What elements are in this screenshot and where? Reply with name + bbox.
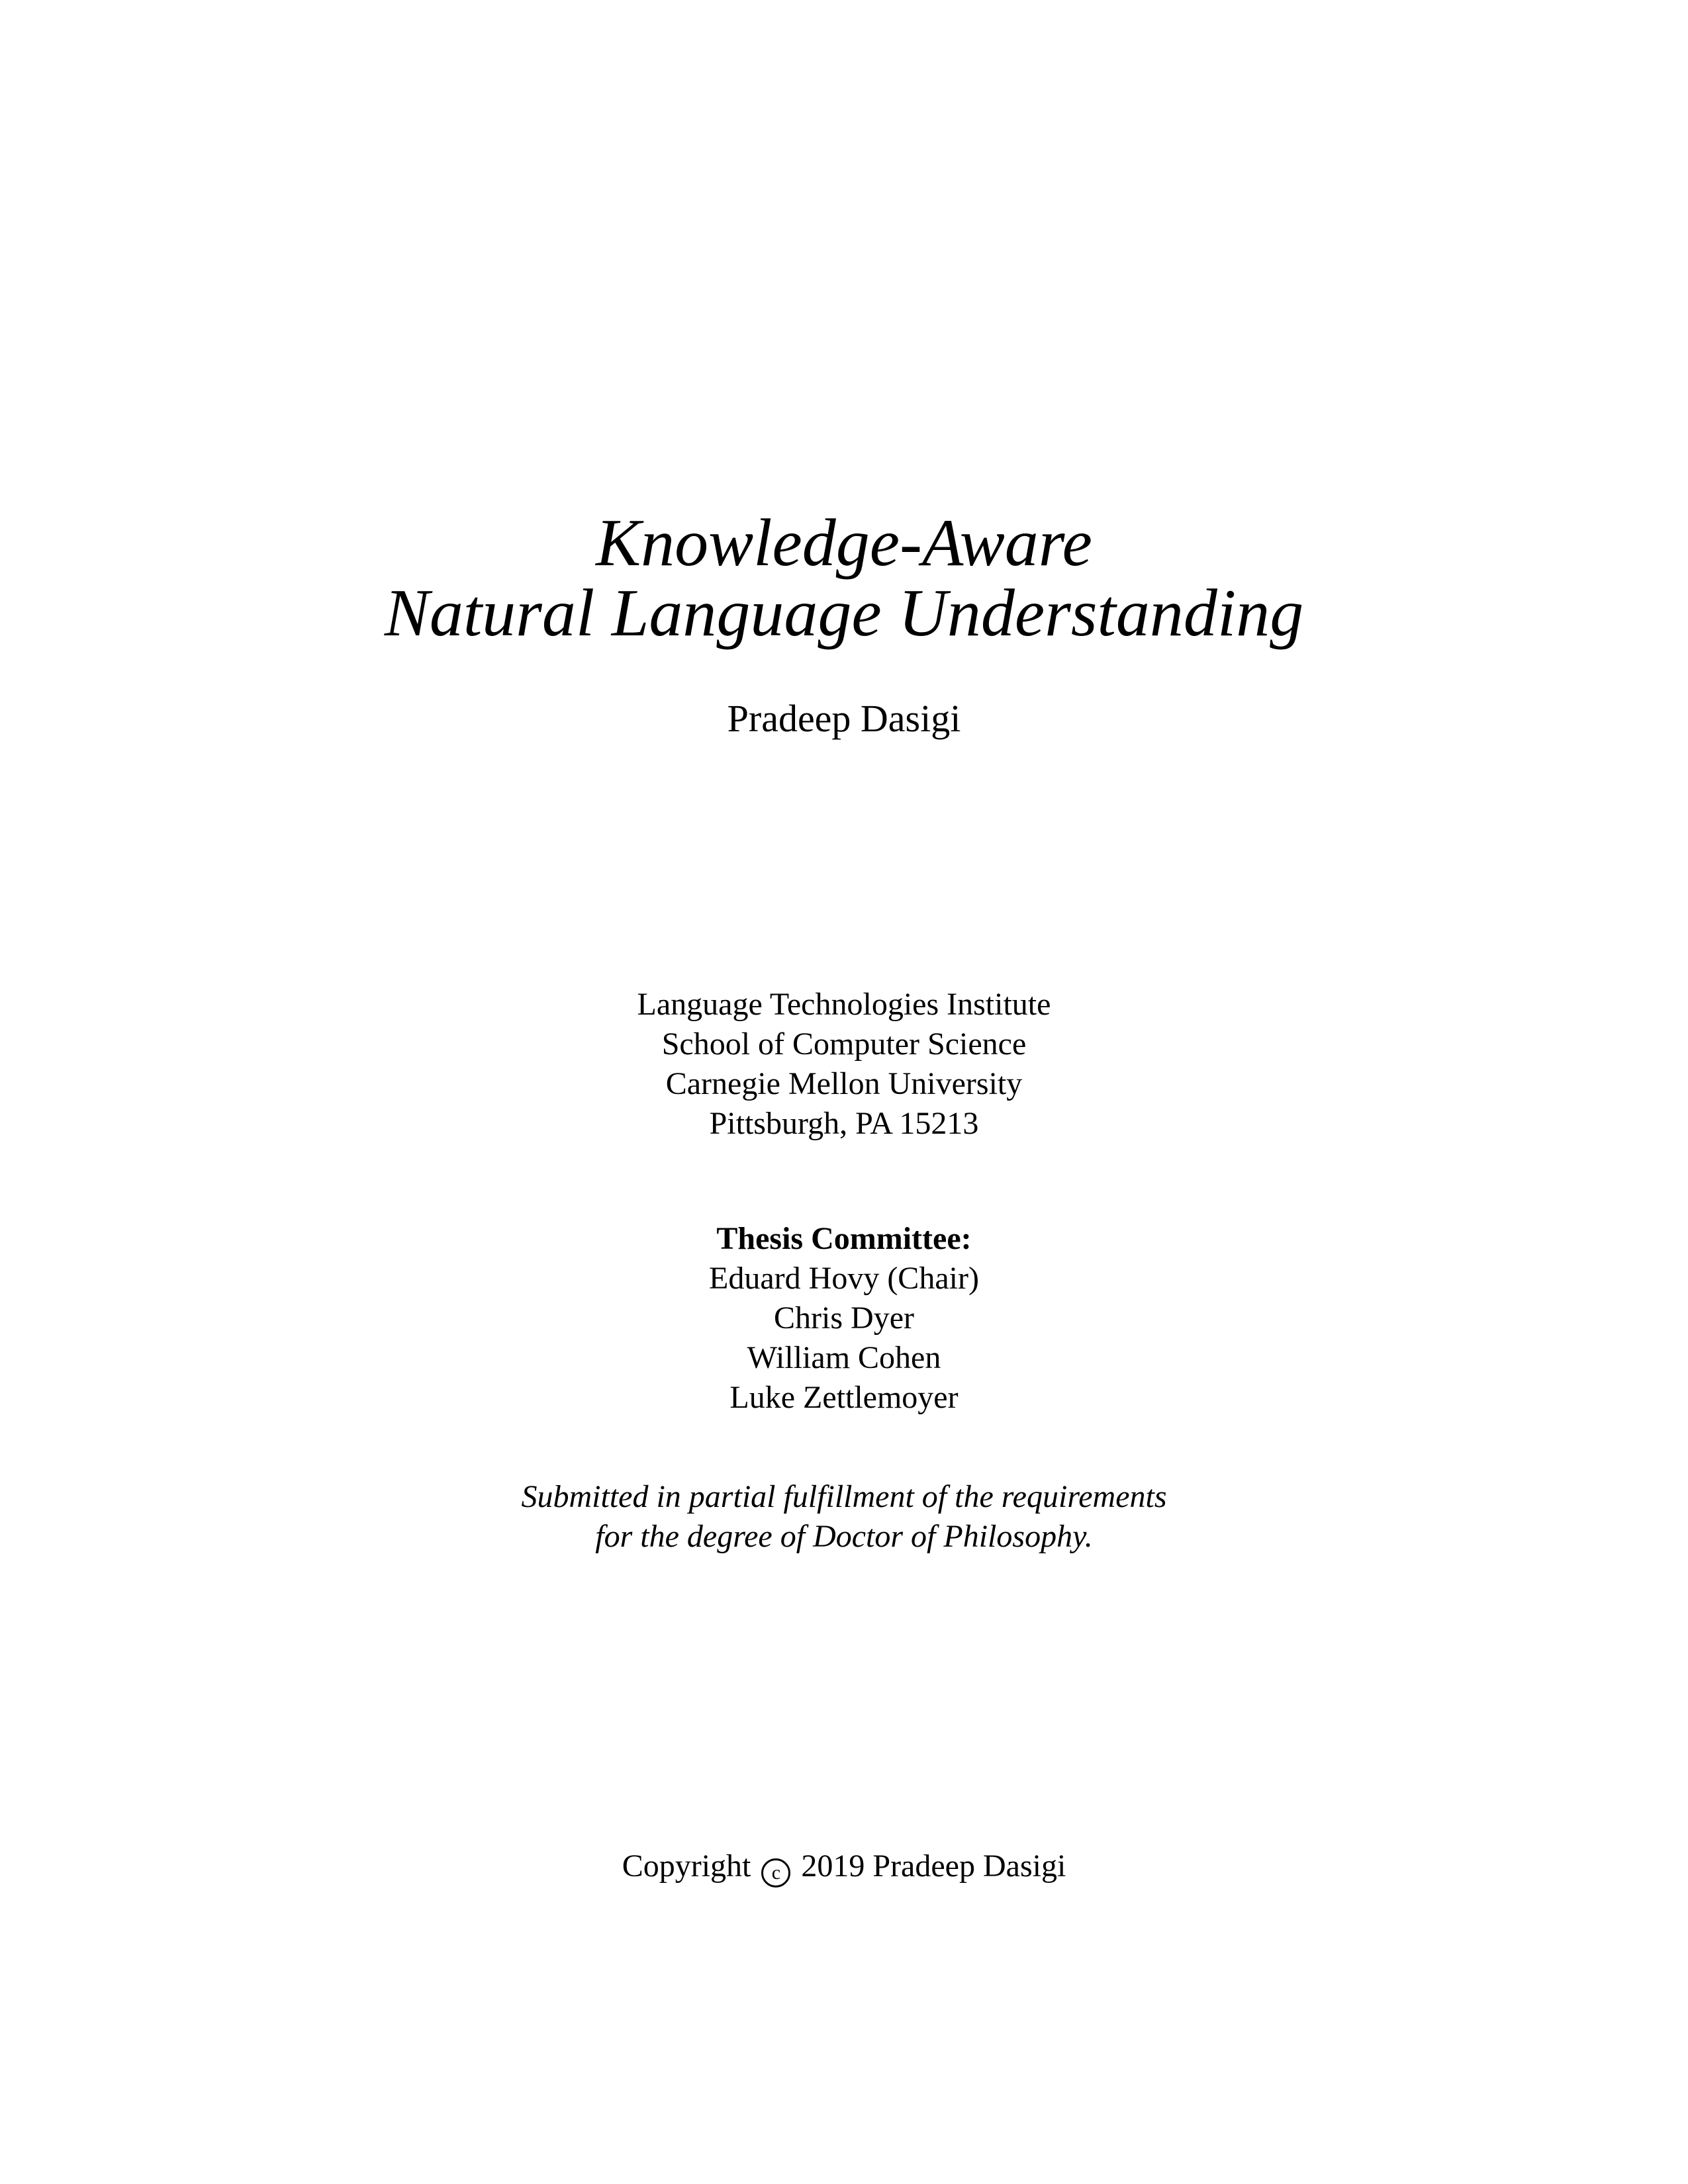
- copyright-icon: c: [761, 1858, 790, 1888]
- committee-member: William Cohen: [747, 1340, 941, 1375]
- copyright-label: Copyright: [622, 1848, 751, 1884]
- committee-heading: Thesis Committee:: [716, 1221, 972, 1256]
- copyright-notice: [0, 1846, 1688, 1888]
- university-address: Pittsburgh, PA 15213: [709, 1106, 979, 1141]
- affiliation-block: [0, 985, 1688, 1144]
- university-name: Carnegie Mellon University: [665, 1066, 1023, 1101]
- author-name: [0, 698, 1688, 740]
- submission-statement: [0, 1477, 1688, 1557]
- school-name: School of Computer Science: [661, 1026, 1027, 1062]
- thesis-committee: [0, 1219, 1688, 1418]
- committee-member: Chris Dyer: [774, 1300, 914, 1336]
- institute-name: Language Technologies Institute: [637, 987, 1051, 1022]
- copyright-year-holder: 2019 Pradeep Dasigi: [801, 1848, 1066, 1884]
- copyright-line: [0, 1846, 1688, 1888]
- submission-line-1: Submitted in partial fulfillment of the requirements: [521, 1479, 1167, 1514]
- committee-member: Eduard Hovy (Chair): [709, 1261, 979, 1296]
- thesis-title: [0, 508, 1688, 649]
- title-line-1: Knowledge-Aware: [596, 506, 1092, 580]
- title-line-2: Natural Language Understanding: [384, 576, 1304, 651]
- committee-member: Luke Zettlemoyer: [729, 1380, 959, 1415]
- submission-line-2: for the degree of Doctor of Philosophy.: [595, 1519, 1093, 1554]
- author-text: Pradeep Dasigi: [727, 697, 961, 740]
